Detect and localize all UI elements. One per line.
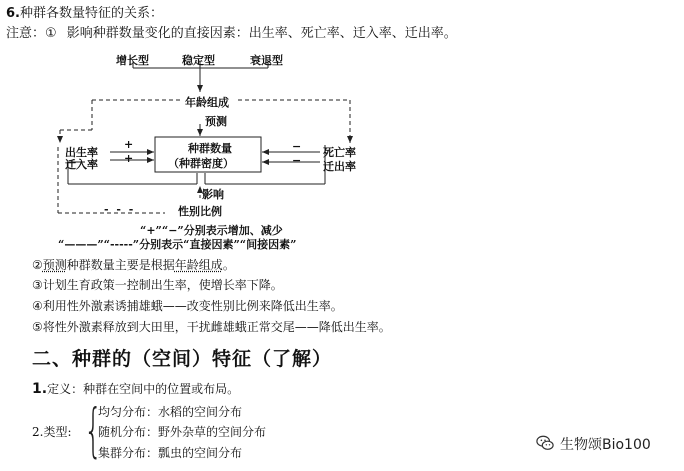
label-birth-rate: 出生率	[65, 146, 98, 159]
legend-solid-line: “———”	[58, 238, 104, 251]
point-2-number: ②	[32, 258, 43, 272]
point-4	[32, 297, 343, 314]
plus-sign-birth: +	[124, 138, 134, 151]
point-2-end: 。	[222, 258, 235, 272]
section-2-title: 二、种群的（空间）特征（了解）	[32, 348, 333, 370]
point-5	[32, 318, 391, 335]
dash-mark: - - -	[104, 203, 136, 216]
point-2-predict: 预测	[42, 258, 67, 272]
legend-lines	[58, 236, 296, 252]
point-3-text: 计划生育政策一控制出生率，使增长率下降。	[42, 278, 283, 292]
label-sex-ratio: 性别比例	[178, 205, 222, 218]
point-4-number: ④	[32, 299, 43, 313]
note-text: 影响种群数量变化的直接因素：出生率、死亡率、迁入率、迁出率。	[66, 26, 457, 41]
legend-dashed-line: “-----”	[103, 238, 140, 251]
point-3-number: ③	[32, 278, 43, 292]
point-5-text: 将性外激素释放到大田里，干扰雌雄蛾正常交尾——降低出生率。	[42, 320, 391, 334]
label-declining-type: 衰退型	[250, 54, 283, 67]
wechat-icon	[536, 434, 554, 452]
point-4-text: 利用性外激素诱捕雄蛾——改变性别比例来降低出生率。	[42, 299, 343, 313]
point-2-text: 种群数量主要是根据	[66, 258, 175, 272]
label-predict: 预测	[205, 115, 227, 128]
watermark	[536, 434, 651, 454]
label-emigration-rate: 迁出率	[323, 160, 356, 173]
label-influence: 影响	[202, 188, 224, 201]
heading-number: 6.	[6, 6, 20, 21]
definition-number: 1.	[32, 381, 48, 397]
legend-lines-text: 分别表示“直接因素”“间接因素”	[139, 238, 297, 251]
center-line-2: （种群密度）	[168, 157, 234, 170]
legend-signs: “+”“−”分别表示增加、减少	[140, 224, 283, 237]
label-immigration-rate: 迁入率	[65, 158, 98, 171]
definition-line	[32, 380, 239, 397]
types-label: 2.类型:	[32, 425, 72, 439]
point-2-age-structure: 年龄组成	[174, 258, 223, 272]
watermark-text: 生物颂Bio100	[560, 437, 651, 453]
point-5-number: ⑤	[32, 320, 43, 334]
type-uniform: 均匀分布：水稻的空间分布	[98, 405, 243, 419]
note-label: 注意：①	[6, 26, 57, 41]
plus-sign-immigration: +	[124, 152, 134, 165]
point-3	[32, 276, 283, 293]
minus-sign-death: −	[292, 140, 302, 153]
definition-text: 定义：种群在空间中的位置或布局。	[47, 382, 240, 396]
label-death-rate: 死亡率	[323, 146, 356, 159]
label-stable-type: 稳定型	[182, 54, 215, 67]
heading-text: 种群各数量特征的关系：	[19, 6, 163, 21]
label-age-structure: 年龄组成	[185, 96, 229, 109]
point-2	[32, 256, 235, 273]
type-clumped: 集群分布：瓢虫的空间分布	[98, 446, 243, 460]
center-line-1: 种群数量	[188, 142, 232, 155]
brace: {	[84, 396, 103, 464]
minus-sign-emigration: −	[292, 154, 302, 167]
type-random: 随机分布：野外杂草的空间分布	[98, 425, 267, 439]
label-growth-type: 增长型	[116, 54, 149, 67]
